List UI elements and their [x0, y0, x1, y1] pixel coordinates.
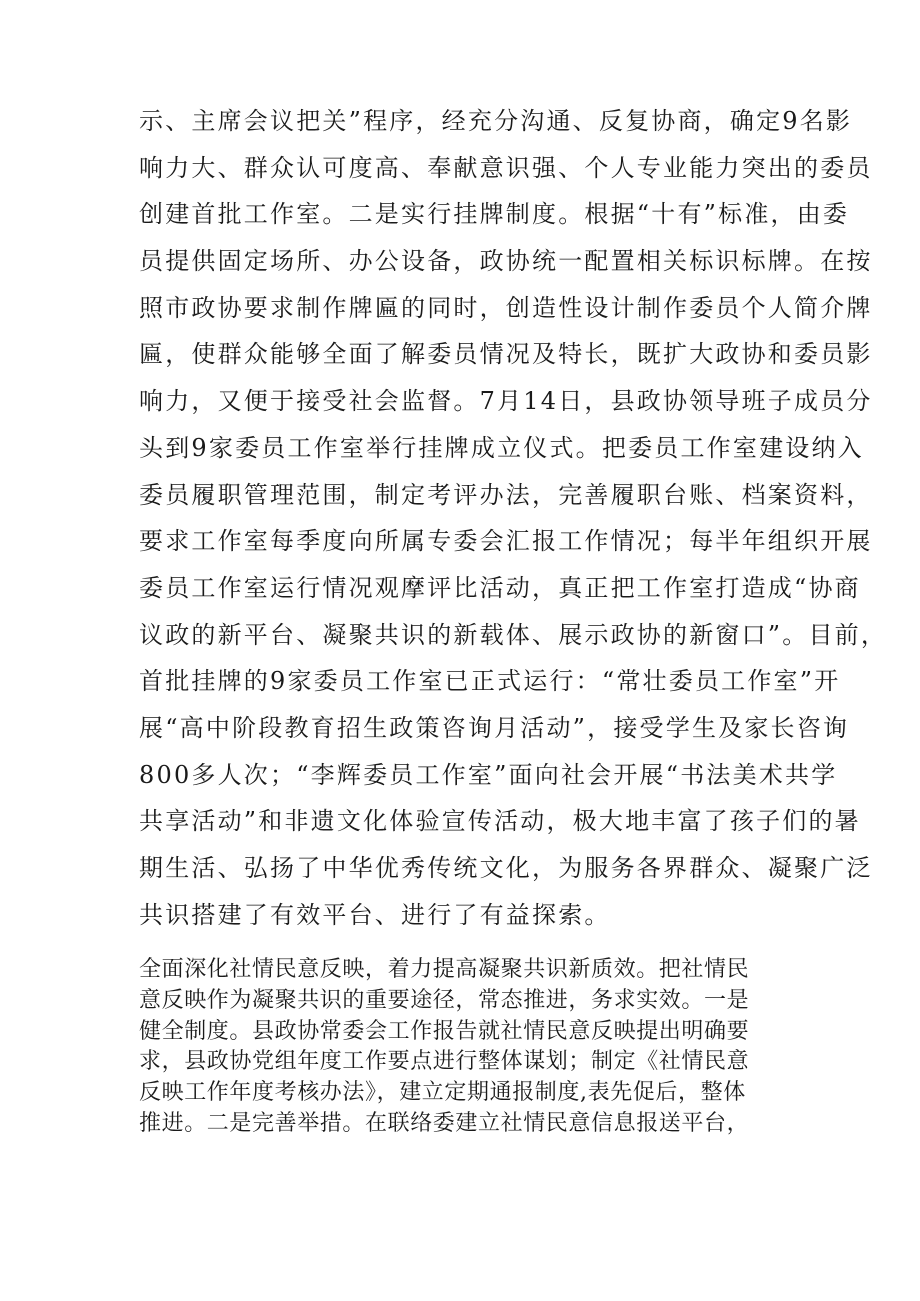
paragraph-1-line: 共识搭建了有效平台、进行了有益探索。	[139, 900, 611, 929]
paragraph-1-line: 头到9家委员工作室举行挂牌成立仪式。把委员工作室建设纳入	[139, 433, 864, 462]
paragraph-1-line: 匾，使群众能够全面了解委员情况及特长，既扩大政协和委员影	[139, 340, 873, 369]
paragraph-1-line: 展“高中阶段教育招生政策咨询月活动”，接受学生及家长咨询	[139, 713, 850, 742]
paragraph-2-line: 反映工作年度考核办法》，建立定期通报制度,表先促后，整体	[139, 1080, 746, 1106]
paragraph-1-line: 响力，又便于接受社会监督。7月14日，县政协领导班子成员分	[139, 387, 873, 416]
paragraph-2-line: 求，县政协党组年度工作要点进行整体谋划；制定《社情民意	[139, 1049, 750, 1075]
paragraph-2-line: 健全制度。县政协常委会工作报告就社情民意反映提出明确要	[139, 1018, 750, 1044]
paragraph-1-line: 800多人次；“李辉委员工作室”面向社会开展“书法美术共学	[139, 760, 838, 789]
paragraph-1-line: 议政的新平台、凝聚共识的新载体、展示政协的新窗口”。目前，	[139, 620, 888, 649]
paragraph-2-line: 推进。二是完善举措。在联络委建立社情民意信息报送平台，	[139, 1110, 750, 1136]
paragraph-2-line: 全面深化社情民意反映，着力提高凝聚共识新质效。把社情民	[139, 957, 750, 982]
paragraph-1-line: 照市政协要求制作牌匾的同时，创造性设计制作委员个人简介牌	[139, 293, 873, 322]
paragraph-1-line: 期生活、弘扬了中华优秀传统文化，为服务各界群众、凝聚广泛	[139, 854, 873, 882]
paragraph-1-line: 委员工作室运行情况观摩评比活动，真正把工作室打造成“协商	[139, 573, 861, 602]
paragraph-1-line: 示、主席会议把关”程序，经充分沟通、反复协商，确定9名影	[139, 107, 853, 135]
paragraph-1-line: 首批挂牌的9家委员工作室已正式运行：“常壮委员工作室”开	[139, 667, 841, 696]
paragraph-1-line: 委员履职管理范围，制定考评办法，完善履职台账、档案资料，	[139, 480, 873, 509]
paragraph-2	[139, 955, 799, 1140]
paragraph-1-line: 员提供固定场所、办公设备，政协统一配置相关标识标牌。在按	[139, 247, 873, 276]
paragraph-1	[139, 98, 888, 938]
paragraph-2-line: 意反映作为凝聚共识的重要途径，常态推进，务求实效。一是	[139, 987, 750, 1013]
paragraph-1-line: 创建首批工作室。二是实行挂牌制度。根据“十有”标准，由委	[139, 200, 850, 229]
paragraph-1-line: 要求工作室每季度向所属专委会汇报工作情况；每半年组织开展	[139, 527, 873, 556]
paragraph-1-line: 共享活动”和非遗文化体验宣传活动，极大地丰富了孩子们的暑	[139, 807, 861, 836]
paragraph-1-line: 响力大、群众认可度高、奉献意识强、个人专业能力突出的委员	[139, 153, 873, 182]
